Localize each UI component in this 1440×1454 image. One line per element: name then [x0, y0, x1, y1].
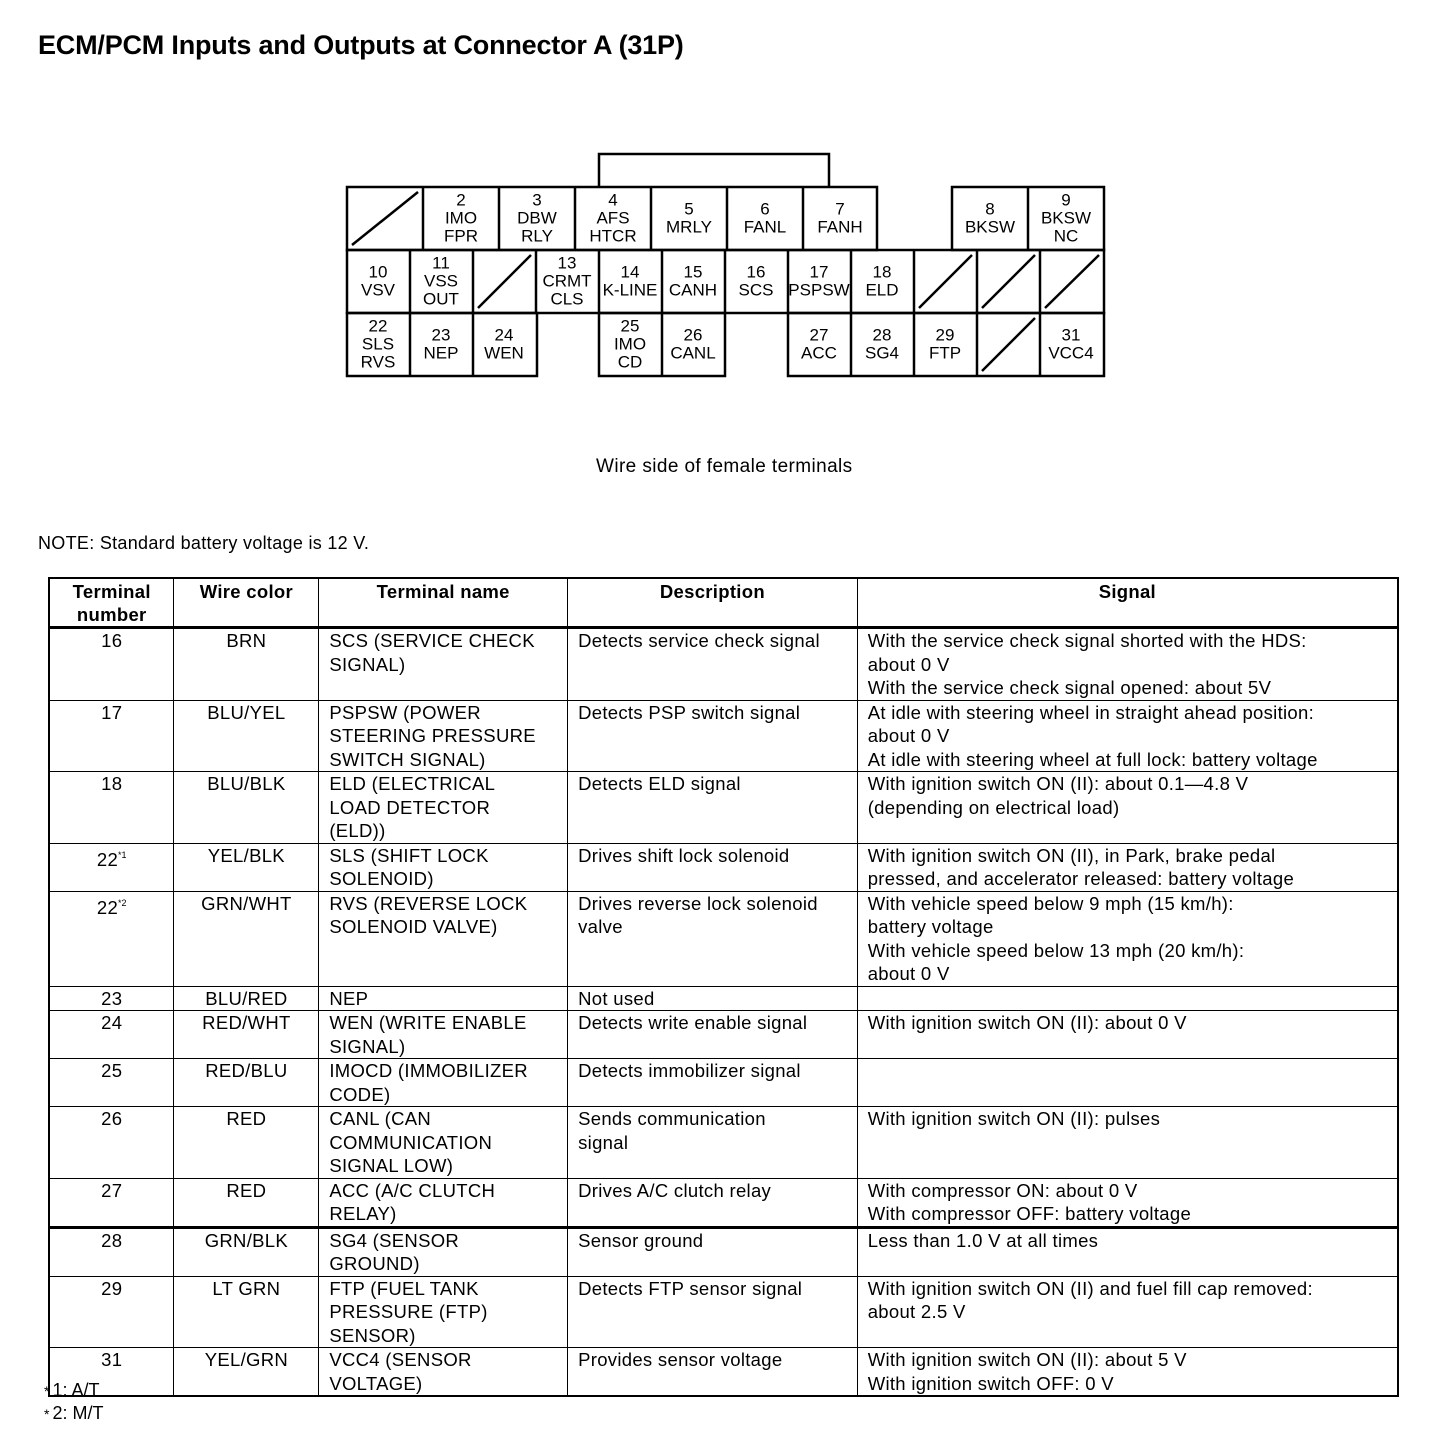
cell-terminal-name-line: SWITCH SIGNAL): [329, 748, 486, 770]
cell-description-line: Drives reverse lock solenoid: [578, 892, 818, 914]
terminal-number-label: 6: [760, 199, 770, 219]
table-row: [49, 1227, 1398, 1276]
cell-description-line: Drives shift lock solenoid: [578, 844, 790, 866]
table-row: [49, 1348, 1398, 1397]
cell-terminal-name-line: NEP: [329, 987, 369, 1009]
cell-description: [568, 891, 858, 986]
cell-signal: [857, 891, 1398, 986]
cell-terminal-name-line: PRESSURE (FTP): [329, 1301, 488, 1322]
terminal-number: 18: [101, 773, 123, 794]
terminal-number-label: 4: [608, 190, 618, 210]
cell-signal-line: With ignition switch OFF: 0 V: [867, 1372, 1114, 1394]
terminal-number-label: 15: [683, 262, 703, 282]
cell-wire-color: RED/BLU: [174, 1059, 319, 1107]
terminal-number-label: 31: [1061, 325, 1081, 345]
cell-terminal-number: [49, 1178, 174, 1227]
terminal-signal-label: CRMT: [542, 271, 592, 291]
footnote-2: [44, 1402, 103, 1425]
terminal-signal-label: FPR: [444, 226, 478, 246]
cell-signal-line: With compressor OFF: battery voltage: [867, 1203, 1192, 1224]
terminal-number: 23: [101, 987, 123, 1009]
cell-signal: [857, 1348, 1398, 1397]
cell-signal-line: With ignition switch ON (II): pulses: [867, 1108, 1161, 1129]
header-terminal-number: [49, 578, 174, 628]
cell-signal-line: With ignition switch ON (II): about 0.1—4.8 V: [867, 773, 1249, 794]
terminal-number-label: 25: [620, 316, 640, 336]
cell-wire-color: GRN/BLK: [174, 1227, 319, 1276]
header-wire-color: Wire color: [174, 578, 319, 628]
terminal-number-label: 13: [557, 253, 577, 273]
cell-terminal-number: [49, 1276, 174, 1348]
cell-terminal-name-line: WEN (WRITE ENABLE: [329, 1012, 527, 1033]
terminal-number-label: 18: [872, 262, 892, 282]
page-title: ECM/PCM Inputs and Outputs at Connector A (31P): [38, 30, 684, 60]
cell-wire-color: BLU/RED: [174, 986, 319, 1011]
cell-signal-line: With the service check signal opened: about 5V: [867, 677, 1272, 698]
terminal-number: 16: [101, 630, 123, 651]
cell-wire-color: RED: [174, 1107, 319, 1179]
cell-signal-line: With the service check signal shorted with the HDS:: [867, 630, 1307, 651]
cell-terminal-name-line: GROUND): [329, 1253, 420, 1274]
cell-signal-line: At idle with steering wheel at full lock: battery voltage: [867, 748, 1318, 770]
cell-signal: [857, 843, 1398, 891]
cell-terminal-name: [319, 700, 568, 772]
cell-description: [568, 986, 858, 1011]
header-description: Description: [568, 578, 858, 628]
header-terminal-number-line2: number: [76, 604, 147, 625]
cell-terminal-name-line: ACC (A/C CLUTCH: [329, 1179, 496, 1201]
cell-signal-line: With compressor ON: about 0 V: [867, 1179, 1138, 1201]
cell-terminal-name: [319, 843, 568, 891]
cell-terminal-name-line: SIGNAL): [329, 653, 406, 675]
cell-terminal-name: [319, 1059, 568, 1107]
terminal-signal-label: OUT: [423, 289, 459, 309]
table-row: [49, 772, 1398, 844]
terminal-number: 27: [101, 1179, 123, 1201]
footnote-marker: *1: [118, 849, 127, 860]
terminal-signal-label: ELD: [865, 280, 899, 300]
table-row: [49, 1011, 1398, 1059]
cell-signal-line: about 0 V: [867, 963, 950, 984]
terminal-signal-label: NEP: [423, 343, 459, 363]
cell-terminal-name-line: COMMUNICATION: [329, 1131, 493, 1153]
cell-terminal-number: [49, 1107, 174, 1179]
cell-description: [568, 1011, 858, 1059]
cell-description-line: Detects immobilizer signal: [578, 1060, 801, 1081]
table-header-row: [49, 578, 1398, 628]
cell-signal-line: (depending on electrical load): [867, 796, 1120, 818]
cell-terminal-name: [319, 1011, 568, 1059]
footnotes: [44, 1379, 103, 1425]
cell-terminal-name: [319, 1227, 568, 1276]
terminal-signal-label: CANL: [670, 343, 716, 363]
cell-signal: [857, 986, 1398, 1011]
terminal-number-label: 28: [872, 325, 892, 345]
cell-terminal-name-line: IMOCD (IMMOBILIZER: [329, 1060, 528, 1081]
cell-terminal-name: [319, 986, 568, 1011]
cell-terminal-number: [49, 843, 174, 891]
terminal-number-label: 2: [456, 190, 466, 210]
cell-terminal-name-line: CANL (CAN: [329, 1108, 432, 1129]
cell-terminal-name-line: SIGNAL): [329, 1035, 406, 1057]
cell-description: [568, 772, 858, 844]
table-row: [49, 986, 1398, 1011]
cell-signal-line: battery voltage: [867, 916, 994, 937]
table-row: [49, 1276, 1398, 1348]
terminal-signal-label: VCC4: [1048, 343, 1094, 363]
cell-description: [568, 628, 858, 701]
cell-description: [568, 1178, 858, 1227]
header-signal: Signal: [857, 578, 1398, 628]
cell-terminal-name: [319, 1348, 568, 1397]
cell-wire-color: YEL/GRN: [174, 1348, 319, 1397]
cell-wire-color: BRN: [174, 628, 319, 701]
cell-terminal-name-line: RELAY): [329, 1203, 397, 1224]
terminal-number: 24: [101, 1012, 123, 1033]
table-row: [49, 891, 1398, 986]
cell-description: [568, 1107, 858, 1179]
table-row: [49, 1059, 1398, 1107]
terminal-signal-label: RLY: [521, 226, 553, 246]
footnote-marker: *2: [118, 897, 127, 908]
terminal-signal-label: FANH: [817, 217, 863, 237]
cell-terminal-name: [319, 1178, 568, 1227]
cell-terminal-name-line: PSPSW (POWER: [329, 701, 481, 723]
cell-terminal-name-line: SENSOR): [329, 1324, 416, 1346]
terminal-number-label: 3: [532, 190, 542, 210]
cell-terminal-number: [49, 1059, 174, 1107]
cell-signal: [857, 1276, 1398, 1348]
cell-wire-color: YEL/BLK: [174, 843, 319, 891]
cell-signal-line: With ignition switch ON (II) and fuel fill cap removed:: [867, 1277, 1313, 1299]
terminal-signal-label: K-LINE: [602, 280, 658, 300]
cell-terminal-name: [319, 628, 568, 701]
cell-terminal-name: [319, 1107, 568, 1179]
terminal-number-label: 26: [683, 325, 703, 345]
cell-description-line: Detects FTP sensor signal: [578, 1277, 803, 1299]
cell-terminal-name: [319, 1276, 568, 1348]
terminal-number-label: 17: [809, 262, 829, 282]
cell-signal-line: about 2.5 V: [867, 1301, 966, 1322]
terminal-number-label: 11: [432, 253, 450, 273]
table-row: [49, 628, 1398, 701]
cell-terminal-number: [49, 891, 174, 986]
cell-terminal-number: [49, 628, 174, 701]
cell-description-line: Detects service check signal: [578, 630, 820, 651]
cell-terminal-name-line: RVS (REVERSE LOCK: [329, 892, 528, 914]
cell-signal: [857, 772, 1398, 844]
cell-description-line: Sensor ground: [578, 1229, 704, 1251]
cell-signal: [857, 1011, 1398, 1059]
cell-signal-line: about 0 V: [867, 725, 950, 746]
terminal-number: 25: [101, 1060, 123, 1081]
cell-terminal-name-line: ELD (ELECTRICAL: [329, 773, 496, 794]
cell-terminal-name-line: CODE): [329, 1083, 391, 1105]
note-label: NOTE:: [38, 533, 95, 553]
footnote-mark: *: [44, 1406, 50, 1422]
terminal-number-label: 23: [431, 325, 451, 345]
cell-terminal-name-line: SG4 (SENSOR: [329, 1229, 460, 1251]
terminal-signal-label: CLS: [550, 289, 584, 309]
terminal-signal-label: FANL: [743, 217, 787, 237]
cell-wire-color: GRN/WHT: [174, 891, 319, 986]
terminal-number-label: 10: [368, 262, 388, 282]
cell-terminal-number: [49, 1227, 174, 1276]
terminal-signal-label: CANH: [668, 280, 718, 300]
cell-signal-line: pressed, and accelerator released: battery voltage: [867, 868, 1295, 889]
cell-description-line: Provides sensor voltage: [578, 1349, 783, 1370]
note: [38, 533, 369, 554]
cell-description-line: Detects PSP switch signal: [578, 701, 801, 723]
terminal-number: 31: [101, 1349, 123, 1370]
terminal-signal-label: AFS: [596, 208, 630, 228]
cell-terminal-name: [319, 772, 568, 844]
terminal-signal-label: FTP: [928, 343, 962, 363]
cell-description-line: signal: [578, 1131, 629, 1153]
terminal-number-label: 9: [1061, 190, 1071, 210]
terminal-signal-label: VSS: [423, 271, 459, 291]
terminal-signal-label: ACC: [801, 343, 837, 363]
cell-signal: [857, 1227, 1398, 1276]
cell-description: [568, 1059, 858, 1107]
terminal-number: 17: [101, 701, 123, 723]
terminal-signal-label: IMO: [613, 334, 647, 354]
terminal-number-label: 27: [809, 325, 829, 345]
cell-wire-color: BLU/YEL: [174, 700, 319, 772]
footnote-text: 1: A/T: [52, 1380, 100, 1400]
terminal-number: 22: [96, 896, 119, 918]
terminal-signal-label: SG4: [864, 343, 900, 363]
header-terminal-name: Terminal name: [319, 578, 568, 628]
cell-signal-line: At idle with steering wheel in straight ahead position:: [867, 701, 1315, 723]
cell-terminal-name-line: LOAD DETECTOR: [329, 796, 491, 818]
terminal-number-label: 5: [684, 199, 694, 219]
cell-terminal-name-line: VOLTAGE): [329, 1372, 423, 1394]
table-row: [49, 700, 1398, 772]
cell-description: [568, 700, 858, 772]
terminal-number-label: 14: [620, 262, 640, 282]
cell-description-line: Detects write enable signal: [578, 1012, 808, 1033]
cell-signal-line: With vehicle speed below 13 mph (20 km/h):: [867, 939, 1245, 961]
terminal-number-label: 16: [746, 262, 766, 282]
cell-signal-line: With ignition switch ON (II): about 0 V: [867, 1012, 1187, 1033]
cell-terminal-name-line: SIGNAL LOW): [329, 1155, 454, 1176]
cell-description-line: Detects ELD signal: [578, 773, 741, 794]
cell-description-line: Sends communication: [578, 1108, 766, 1129]
cell-description-line: Drives A/C clutch relay: [578, 1179, 772, 1201]
header-terminal-number-line1: Terminal: [72, 581, 151, 602]
terminal-signal-label: SLS: [361, 334, 395, 354]
terminal-signal-label: NC: [1053, 226, 1079, 246]
terminal-signal-label: RVS: [360, 352, 396, 372]
table-row: [49, 1178, 1398, 1227]
cell-terminal-name-line: FTP (FUEL TANK: [329, 1277, 479, 1299]
cell-terminal-name-line: SOLENOID): [329, 868, 434, 889]
terminal-number-label: 22: [368, 316, 388, 336]
terminal-table: [48, 577, 1399, 1397]
terminal-signal-label: MRLY: [666, 217, 712, 237]
cell-wire-color: BLU/BLK: [174, 772, 319, 844]
cell-description: [568, 1227, 858, 1276]
cell-signal: [857, 1178, 1398, 1227]
cell-wire-color: RED: [174, 1178, 319, 1227]
terminal-signal-label: WEN: [484, 343, 524, 363]
cell-signal-line: With ignition switch ON (II), in Park, brake pedal: [867, 844, 1276, 866]
cell-terminal-name-line: SLS (SHIFT LOCK: [329, 844, 489, 866]
terminal-signal-label: IMO: [444, 208, 478, 228]
cell-signal-line: With ignition switch ON (II): about 5 V: [867, 1349, 1187, 1370]
note-text: Standard battery voltage is 12 V.: [99, 533, 370, 553]
connector-caption: Wire side of female terminals: [596, 456, 853, 477]
cell-signal-line: about 0 V: [867, 653, 950, 675]
cell-terminal-name: [319, 891, 568, 986]
cell-wire-color: LT GRN: [174, 1276, 319, 1348]
cell-signal: [857, 1107, 1398, 1179]
cell-terminal-number: [49, 1011, 174, 1059]
cell-description: [568, 1276, 858, 1348]
cell-terminal-name-line: SCS (SERVICE CHECK: [329, 630, 535, 651]
terminal-signal-label: DBW: [517, 208, 557, 228]
cell-terminal-number: [49, 986, 174, 1011]
terminal-number: 28: [101, 1229, 123, 1251]
footnote-text: 2: M/T: [52, 1403, 104, 1423]
terminal-number-label: 24: [494, 325, 514, 345]
footnote-1: [44, 1379, 103, 1402]
terminal-signal-label: SCS: [738, 280, 774, 300]
terminal-signal-label: PSPSW: [788, 280, 850, 300]
terminal-signal-label: HTCR: [589, 226, 637, 246]
terminal-number: 22: [96, 848, 119, 870]
cell-signal-line: Less than 1.0 V at all times: [867, 1229, 1099, 1251]
terminal-signal-label: BKSW: [964, 217, 1016, 237]
cell-signal: [857, 700, 1398, 772]
connector-diagram: [0, 0, 1440, 440]
cell-description: [568, 1348, 858, 1397]
cell-signal: [857, 1059, 1398, 1107]
cell-terminal-number: [49, 700, 174, 772]
cell-signal-line: With vehicle speed below 9 mph (15 km/h):: [867, 892, 1234, 914]
cell-description-line: valve: [578, 916, 623, 937]
cell-terminal-name-line: (ELD)): [329, 820, 386, 841]
terminal-signal-label: VSV: [360, 280, 396, 300]
cell-terminal-number: [49, 772, 174, 844]
cell-description-line: Not used: [578, 987, 655, 1009]
cell-terminal-name-line: STEERING PRESSURE: [329, 725, 536, 746]
cell-wire-color: RED/WHT: [174, 1011, 319, 1059]
table-row: [49, 1107, 1398, 1179]
terminal-number: 26: [101, 1108, 123, 1129]
terminal-number-label: 8: [985, 199, 995, 219]
cell-terminal-name-line: SOLENOID VALVE): [329, 916, 498, 937]
terminal-number-label: 29: [935, 325, 955, 345]
table-row: [49, 843, 1398, 891]
terminal-number: 29: [101, 1277, 123, 1299]
terminal-signal-label: CD: [617, 352, 643, 372]
terminal-number-label: 7: [835, 199, 845, 219]
terminal-signal-label: BKSW: [1040, 208, 1092, 228]
cell-description: [568, 843, 858, 891]
cell-signal: [857, 628, 1398, 701]
cell-terminal-name-line: VCC4 (SENSOR: [329, 1349, 472, 1370]
footnote-mark: *: [44, 1383, 50, 1399]
